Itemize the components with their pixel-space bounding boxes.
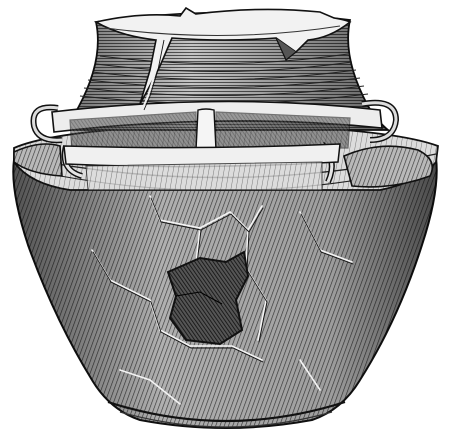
- upper-handles: [34, 101, 397, 152]
- missing-sherd: [168, 252, 248, 344]
